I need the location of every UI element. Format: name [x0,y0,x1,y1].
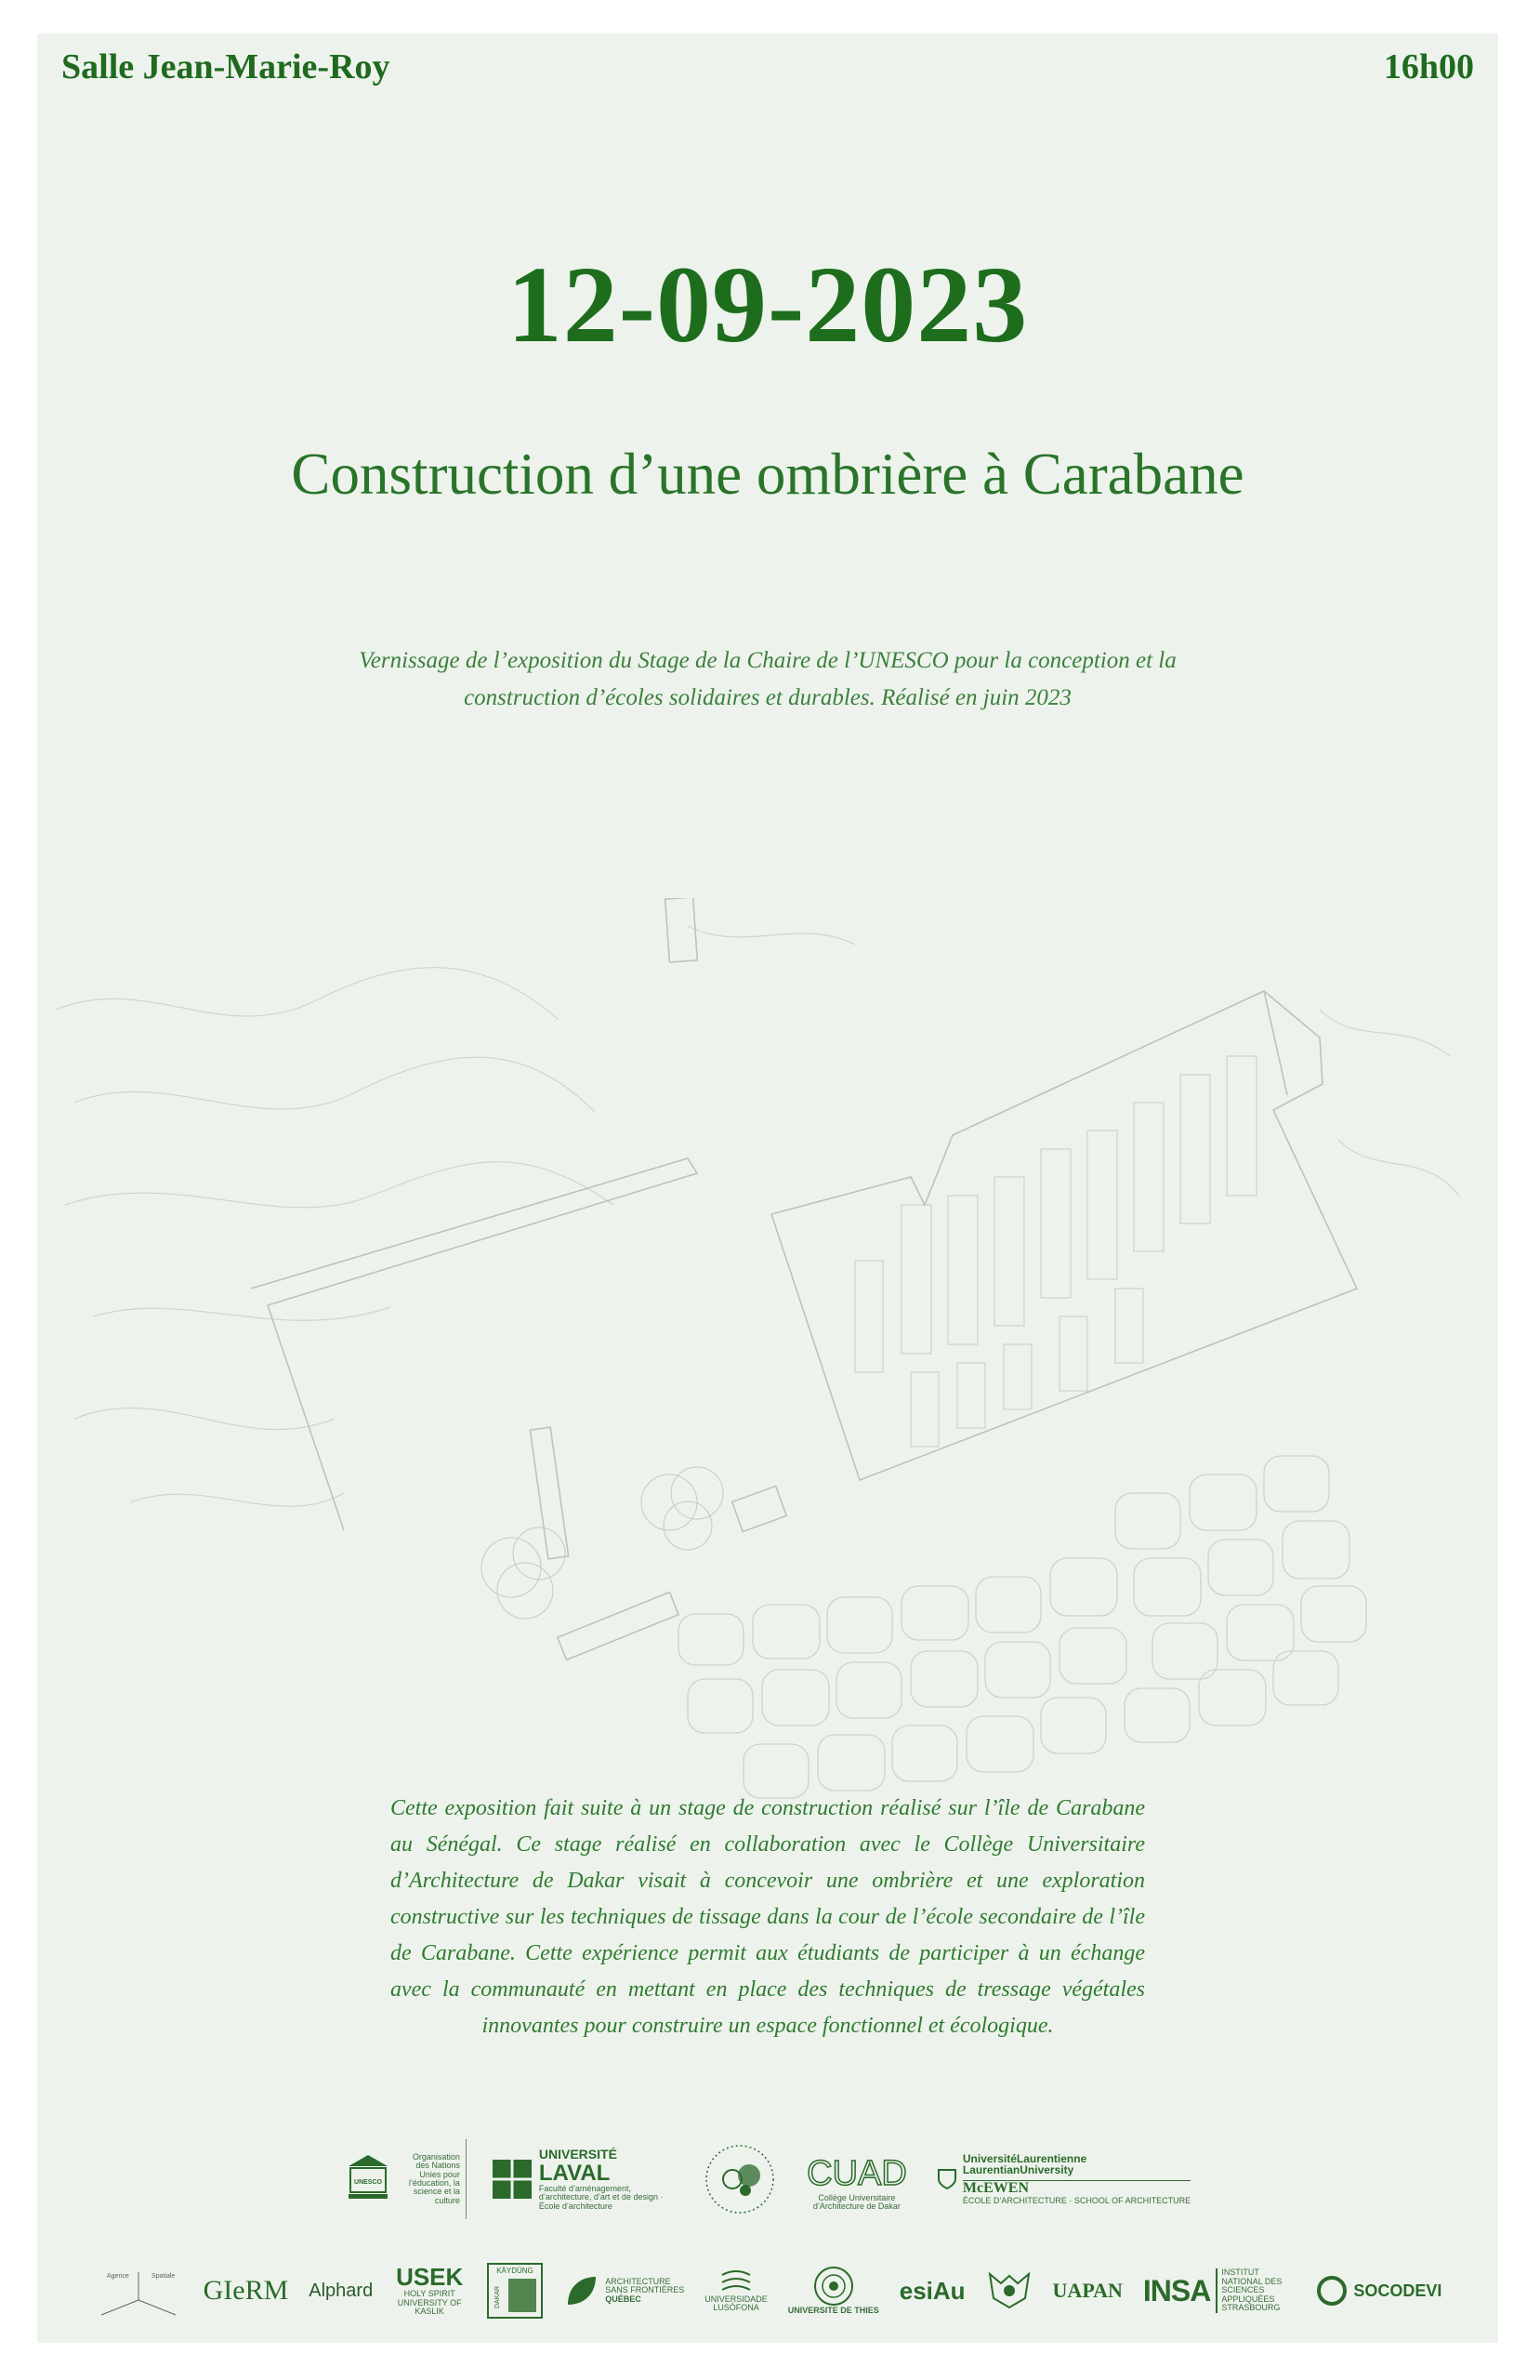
usek-caption: HOLY SPIRIT UNIVERSITY OF KASLIK [397,2289,462,2317]
laval-shield-icon [491,2158,533,2201]
insa-caption: INSTITUT NATIONAL DES SCIENCES APPLIQUÉES STRASBOURG [1221,2268,1283,2313]
usek-name: USEK [396,2263,464,2292]
crest-animal-icon [986,2270,1033,2311]
venue-label: Salle Jean-Marie-Roy [61,47,390,86]
kaydjong-side: DAKAR [494,2285,502,2308]
lusofona-logo [704,2269,768,2313]
thies-logo [788,2266,879,2315]
asf-logo [564,2273,684,2308]
gierm-logo: GIeRM [203,2275,289,2306]
insa-logo [1143,2268,1296,2312]
cuad-caption: Collège Universitaire d’Architecture de Dakar [812,2192,901,2211]
laval-name: LAVAL [538,2160,611,2186]
laurentian-logo [937,2153,1191,2205]
mcewen-caption: ÉCOLE D’ARCHITECTURE · SCHOOL OF ARCHITECTURE [962,2195,1191,2205]
agence-spatiale-icon [94,2263,183,2319]
chair-emblem-logo [703,2142,777,2216]
cuad-wordmark-icon [806,2148,908,2194]
asf-line2: SANS FRONTIÈRES [605,2285,685,2295]
lusofona-line2: LUSÓFONA [713,2303,759,2312]
poster [37,33,1498,2343]
uapan-logo: UAPAN [1052,2279,1123,2302]
time-label: 16h00 [1383,47,1474,86]
svg-text:CUAD: CUAD [807,2153,907,2193]
kaydjong-frame-icon [486,2262,544,2320]
crest-logo [986,2270,1033,2311]
site-plan-drawing [37,898,1498,1828]
agence-label: Agence [106,2273,129,2280]
alphard-logo: Alphard [309,2280,374,2301]
thies-seal-icon [813,2266,854,2307]
exhibition-description: Cette exposition fait suite à un stage de construction réalisé sur l’île de Carabane au Sénégal. Ce stage réalisé en collaboration avec le Collège Universitaire d’Architecture de Dakar visait à concevoir une ombrière et une exploration constructive sur les techniques de tissage dans la cour de l’école secondaire de l’île de Carabane. Cette expérience permit aux étudiants de participer à un échange avec la communauté en mettant en place des techniques de tressage végétales innovantes pour construire un espace fonctionnel et écologique. [390,1796,1145,2038]
laurentian-line1: UniversitéLaurentienne [962,2151,1087,2165]
unesco-logo [345,2139,467,2219]
unesco-wordmark: UNESCO [353,2179,382,2186]
lusofona-waves-icon [720,2269,752,2295]
partner-logos-secondary [37,2254,1498,2328]
laval-caption: Faculté d’aménagement, d’architecture, d’art et de design · École d’architecture [538,2183,664,2211]
asf-line1: ARCHITECTURE [605,2276,671,2286]
event-title: Construction d’une ombrière à Carabane [291,442,1244,507]
event-subtitle: Vernissage de l’exposition du Stage de la Chaire de l’UNESCO pour la conception et la construction d’écoles solidaires et durables. Réalisé en juin 2023 [359,648,1177,710]
partner-logos-primary [37,2133,1498,2226]
lusofona-line1: UNIVERSIDADE [704,2294,768,2304]
mcewen-name: McEWEN [963,2180,1191,2197]
chair-emblem-icon [703,2142,777,2216]
logo-divider [466,2139,467,2219]
kaydjong-top: KÄYDÜNG [496,2267,533,2275]
insa-name: INSA [1142,2273,1211,2307]
socodevi-ring-icon [1316,2275,1348,2307]
asf-line3: QUÉBEC [605,2294,641,2304]
laval-top: UNIVERSITÉ [538,2146,617,2162]
thies-caption: UNIVERSITE DE THIES [787,2306,879,2316]
usek-logo [393,2265,466,2317]
agence-spatiale-logo [94,2263,183,2319]
esiau-logo: esiAu [899,2276,966,2305]
event-date: 12-09-2023 [507,244,1029,365]
kaydjong-logo [486,2262,544,2320]
cuad-logo [801,2148,913,2212]
unesco-temple-icon [345,2153,391,2205]
laval-logo [491,2148,678,2211]
spatiale-label: Spatiale [151,2273,175,2280]
unesco-caption: Organisation des Nations Unies pour l’éducation, la science et la culture [408,2151,460,2205]
laurentian-shield-icon [937,2168,957,2190]
socodevi-logo: SOCODEVI [1316,2275,1441,2307]
laurentian-line2: LaurentianUniversity [962,2163,1074,2177]
asf-leaf-icon [564,2273,599,2308]
